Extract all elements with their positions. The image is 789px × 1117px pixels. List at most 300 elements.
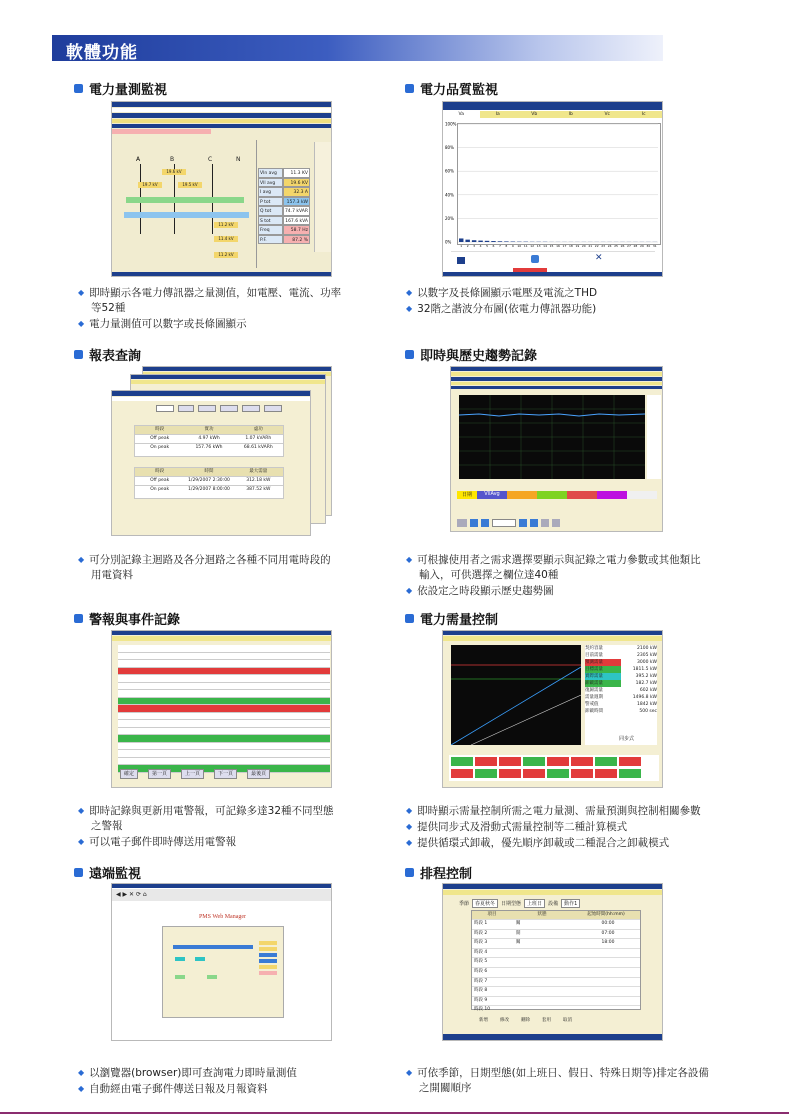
schedule-row[interactable] — [472, 1005, 640, 1015]
table-cell: 1.07 kVARh — [245, 436, 272, 441]
demand-param-label: 目標需量 — [585, 666, 621, 673]
thd-bar — [485, 241, 489, 242]
load-switch[interactable] — [547, 769, 569, 778]
x-tick-label: 3 — [473, 244, 476, 248]
thd-bar — [491, 241, 495, 242]
alarm-row[interactable] — [118, 720, 330, 728]
schedule-item: 時段 6 — [474, 968, 488, 974]
heading-remote: 遠端監視 — [74, 863, 141, 882]
alarm-row[interactable] — [118, 713, 330, 721]
zoom-icon[interactable] — [541, 519, 549, 527]
thd-tabs[interactable] — [443, 111, 662, 118]
x-tick-label: 1 — [460, 244, 463, 248]
table-row — [135, 476, 283, 485]
date-select[interactable] — [156, 405, 174, 412]
screenshot-remote — [111, 883, 332, 1041]
daytype-select[interactable]: 上班日 — [524, 899, 545, 908]
schedule-item: 時段 1 — [474, 921, 488, 926]
screenshot-report — [111, 390, 311, 536]
bullet-square-icon — [405, 350, 414, 359]
table-header-cell: 最大需量 — [249, 469, 268, 474]
table-header — [135, 468, 283, 476]
measure-row — [258, 235, 310, 245]
schedule-time[interactable]: 07:00 — [601, 930, 615, 936]
trend-toolbar — [457, 519, 657, 527]
close-icon[interactable]: ✕ — [595, 253, 603, 263]
nav-button[interactable] — [481, 519, 489, 527]
y-tick-label: 80% — [445, 145, 454, 151]
schedule-time[interactable]: 18:00 — [601, 940, 615, 946]
alarm-nav-button[interactable]: 第一頁 — [148, 769, 171, 779]
schedule-item: 時段 4 — [474, 949, 488, 955]
load-switch[interactable] — [571, 757, 593, 766]
alarm-row[interactable] — [118, 728, 330, 736]
list-item: 之警報 — [91, 820, 123, 832]
x-tick-label: 11 — [523, 244, 528, 248]
x-tick-label: 30 — [646, 244, 651, 248]
demand-param-row — [585, 701, 657, 708]
measure-label: Q tot — [258, 206, 283, 216]
schedule-item: 時段 8 — [474, 988, 488, 994]
demand-param-value: 2100 kW — [637, 646, 657, 651]
demand-param-label: 需量週期 — [585, 694, 621, 701]
schedule-time[interactable] — [576, 949, 640, 958]
bullets-power-measure — [78, 285, 341, 332]
measure-label: Vll avg — [258, 178, 283, 188]
demand-param-row — [585, 666, 657, 673]
load-switch[interactable] — [571, 769, 593, 778]
phase-b-label: B — [170, 156, 175, 163]
demand-param-value: 500 sec — [639, 709, 657, 714]
demand-param-row — [585, 680, 657, 687]
demand-table — [134, 467, 284, 499]
load-switch[interactable] — [475, 769, 497, 778]
measure-row — [258, 168, 310, 178]
schedule-row[interactable] — [472, 957, 640, 967]
heading-schedule: 排程控制 — [405, 863, 472, 882]
thd-tab[interactable]: Ia — [495, 112, 500, 117]
nav-button[interactable] — [519, 519, 527, 527]
demand-param-row — [585, 708, 657, 715]
thd-bar — [498, 241, 502, 242]
demand-param-value: 1496.8 kW — [632, 695, 657, 700]
print-icon[interactable] — [457, 519, 467, 527]
list-item: ◆ 可根據使用者之需求選擇要顯示與記錄之電力參數或其他類比 — [406, 554, 701, 566]
alarm-row[interactable] — [118, 758, 330, 766]
zoom-icon[interactable] — [552, 519, 560, 527]
thd-tab[interactable]: Vb — [531, 112, 538, 117]
alarm-row[interactable] — [118, 698, 330, 706]
x-tick-label: 19 — [575, 244, 580, 248]
schedule-state[interactable] — [514, 997, 576, 1006]
bullet-square-icon — [74, 350, 83, 359]
x-tick-label: 9 — [511, 244, 514, 248]
schedule-state[interactable] — [514, 949, 576, 958]
schedule-state[interactable] — [514, 968, 576, 977]
alarm-row[interactable] — [118, 653, 330, 661]
bullet-square-icon — [74, 868, 83, 877]
schedule-action-button[interactable]: 修改 — [500, 1018, 509, 1023]
thd-bar — [465, 240, 469, 242]
schedule-time[interactable] — [576, 1006, 640, 1015]
schedule-item: 時段 2 — [474, 930, 488, 936]
alarm-row[interactable] — [118, 668, 330, 676]
remote-single-line — [162, 926, 284, 1018]
load-switch[interactable] — [523, 769, 545, 778]
screenshot-power-measure — [111, 101, 332, 277]
x-tick-label: 24 — [607, 244, 612, 248]
demand-param-value: 3000 kW — [637, 660, 657, 665]
x-tick-label: 26 — [620, 244, 625, 248]
alarm-toolbar — [120, 769, 326, 779]
thd-bar — [459, 238, 463, 242]
measure-value: 32.3 A — [283, 187, 310, 197]
schedule-item: 時段 9 — [474, 997, 488, 1003]
schedule-row[interactable] — [472, 948, 640, 958]
alarm-nav-button[interactable]: 最後頁 — [247, 769, 270, 779]
list-item: 之開關順序 — [419, 1082, 472, 1094]
schedule-time[interactable] — [576, 968, 640, 977]
schedule-item: 時段 7 — [474, 978, 488, 984]
thd-bar — [504, 241, 508, 242]
schedule-item: 時段 5 — [474, 959, 488, 965]
table-header — [135, 426, 283, 434]
device-select[interactable]: 動作1 — [561, 899, 580, 908]
x-tick-label: 14 — [543, 244, 548, 248]
load-switch[interactable] — [451, 757, 473, 766]
measure-label: S tot — [258, 216, 283, 226]
schedule-time[interactable] — [576, 987, 640, 996]
schedule-filters — [459, 899, 580, 908]
x-tick-label: 31 — [652, 244, 657, 248]
demand-param-label: 警戒值 — [585, 701, 621, 708]
demand-param-label: 實際需量 — [585, 673, 621, 680]
bullet-square-icon — [405, 84, 414, 93]
demand-param-value: 1811.5 kW — [632, 667, 657, 672]
demand-param-value: 1842 kW — [637, 702, 657, 707]
load-switch[interactable] — [595, 769, 617, 778]
demand-param-label: 卸載需量 — [585, 680, 621, 687]
heading-report: 報表查詢 — [74, 345, 141, 364]
season-label: 季節 — [459, 901, 470, 907]
nav-button[interactable] — [530, 519, 538, 527]
measure-value: 87.2 % — [283, 235, 310, 245]
bullet-square-icon — [405, 614, 414, 623]
x-tick-label: 12 — [530, 244, 535, 248]
date-input[interactable] — [492, 519, 516, 527]
measure-value: 74.7 kVAR — [283, 206, 310, 216]
list-item: ◆ 提供循環式卸載，優先順序卸載或二種混合之卸載模式 — [406, 837, 670, 849]
table-header-cell: 時間 — [204, 469, 214, 474]
schedule-row[interactable] — [472, 996, 640, 1006]
schedule-state[interactable] — [514, 987, 576, 996]
x-tick-label: 22 — [594, 244, 599, 248]
x-tick-label: 8 — [505, 244, 508, 248]
schedule-row[interactable] — [472, 929, 640, 939]
demand-param-row — [585, 694, 657, 701]
list-item: ◆ 可依季節，日期型態(如上班日、假日、特殊日期等)排定各設備 — [406, 1067, 709, 1079]
schedule-row[interactable] — [472, 938, 640, 948]
schedule-state[interactable] — [514, 1006, 576, 1015]
list-item: ◆ 電力量測值可以數字或長條圖顯示 — [78, 318, 247, 330]
x-tick-label: 17 — [562, 244, 567, 248]
screenshot-schedule — [442, 883, 663, 1041]
schedule-state[interactable]: 關 — [516, 921, 521, 926]
table-cell: 4.97 kWh — [198, 436, 220, 441]
table-header-cell: 時段 — [155, 427, 165, 432]
node-value: 19.7 kV — [138, 182, 162, 188]
list-item: ◆ 可分別記錄主迴路及各分迴路之各種不同用電時段的 — [78, 554, 331, 566]
x-tick-label: 21 — [588, 244, 593, 248]
alarm-row[interactable] — [118, 675, 330, 683]
x-tick-label: 18 — [568, 244, 573, 248]
schedule-state[interactable]: 開 — [516, 930, 521, 936]
load-switch[interactable] — [475, 757, 497, 766]
alarm-nav-button[interactable]: 確定 — [120, 769, 138, 779]
list-item: ◆ 即時顯示需量控制所需之電力量測、需量預測與控制相關參數 — [406, 805, 701, 817]
x-tick-label: 29 — [639, 244, 644, 248]
prev-page-button[interactable] — [220, 405, 238, 412]
alarm-row[interactable] — [118, 750, 330, 758]
list-item: ◆ 依設定之時段顯示歷史趨勢圖 — [406, 585, 554, 597]
demand-param-row — [585, 673, 657, 680]
measure-value: 19.6 KV — [283, 178, 310, 188]
measure-value: 11.3 KV — [283, 168, 310, 178]
schedule-state[interactable] — [514, 958, 576, 967]
col-state: 狀態 — [537, 912, 547, 917]
x-tick-label: 4 — [479, 244, 482, 248]
demand-param-label: 目前需量 — [585, 652, 621, 659]
node-value: 19.6 kV — [162, 169, 186, 175]
node-value: 19.5 kV — [178, 182, 202, 188]
bullets-remote — [78, 1065, 297, 1097]
list-item: 輸入，可供選擇之欄位達40種 — [419, 569, 559, 581]
schedule-item: 時段 3 — [474, 940, 488, 946]
x-tick-label: 10 — [517, 244, 522, 248]
bullet-square-icon — [74, 84, 83, 93]
load-switch[interactable] — [523, 757, 545, 766]
list-item: ◆ 以瀏覽器(browser)即可查詢電力即時量測值 — [78, 1067, 297, 1079]
list-item: 用電資料 — [91, 569, 133, 581]
table-header-cell: 實功 — [204, 427, 214, 432]
list-item: ◆ 提供同步式及滑動式需量控制等二種計算模式 — [406, 821, 628, 833]
schedule-time[interactable] — [576, 958, 640, 967]
alarm-row[interactable] — [118, 690, 330, 698]
legend-series: VllAvg — [477, 491, 507, 499]
trend-chart — [459, 395, 645, 479]
load-switch[interactable] — [619, 757, 641, 766]
measure-row — [258, 225, 310, 235]
bullets-power-quality — [406, 285, 597, 317]
list-item: ◆ 以數字及長條圖顯示電壓及電流之THD — [406, 287, 598, 299]
load-switch[interactable] — [619, 769, 641, 778]
measure-row — [258, 206, 310, 216]
thd-bar — [472, 240, 476, 242]
measure-label: I avg — [258, 187, 283, 197]
y-tick-label: 20% — [445, 215, 454, 221]
y-tick-label: 100% — [445, 121, 457, 127]
last-page-button[interactable] — [264, 405, 282, 412]
schedule-actions — [477, 1017, 647, 1025]
daytype-label: 日期型態 — [501, 901, 522, 907]
screenshot-demand — [442, 630, 663, 788]
list-item: ◆ 自動經由電子郵件傳送日報及月報資料 — [78, 1083, 268, 1095]
load-switch[interactable] — [595, 757, 617, 766]
x-tick-label: 27 — [627, 244, 631, 248]
phase-n-label: N — [236, 156, 241, 163]
list-item: ◆ 即時顯示各電力傳訊器之量測值，如電壓、電流、功率 — [78, 287, 342, 299]
x-tick-label: 15 — [549, 244, 554, 248]
alarm-list — [118, 645, 330, 761]
table-cell: 157.76 kWh — [195, 445, 223, 450]
demand-param-value: 395.2 kW — [635, 674, 657, 679]
table-row — [135, 443, 283, 452]
table-header-cell: 時段 — [155, 469, 165, 474]
measure-row — [258, 178, 310, 188]
first-page-button[interactable] — [198, 405, 216, 412]
table-cell: On peak — [150, 445, 170, 450]
demand-mode: 同步式 — [619, 736, 635, 742]
table-cell: On peak — [150, 487, 170, 492]
measure-row — [258, 216, 310, 226]
alarm-row[interactable] — [118, 735, 330, 743]
footer-rule — [0, 1112, 789, 1114]
demand-param-row — [585, 659, 657, 666]
alarm-nav-button[interactable]: 上一頁 — [181, 769, 204, 779]
schedule-state[interactable] — [514, 978, 576, 987]
web-manager-header: PMS Web Manager — [198, 914, 247, 920]
schedule-time[interactable] — [576, 978, 640, 987]
load-switches — [449, 755, 659, 781]
x-tick-label: 2 — [466, 244, 469, 248]
schedule-action-button[interactable]: 新增 — [479, 1018, 488, 1023]
bullets-schedule — [406, 1065, 709, 1096]
demand-param-row — [585, 645, 657, 652]
browser-toolbar-icons[interactable]: ◀ ▶ ✕ ⟳ ⌂ — [116, 891, 147, 898]
thd-tab[interactable]: Vc — [604, 112, 611, 117]
demand-chart — [451, 645, 581, 745]
col-item: 項目 — [487, 912, 497, 917]
section-banner — [52, 35, 663, 61]
table-row — [135, 434, 283, 443]
table-cell: Off peak — [150, 436, 170, 441]
node-value: 11.2 kV — [214, 252, 238, 258]
load-switch[interactable] — [499, 757, 521, 766]
schedule-time[interactable] — [576, 997, 640, 1006]
x-tick-label: 16 — [556, 244, 560, 248]
table-cell: 1/29/2007 8:00:00 — [188, 487, 230, 492]
load-switch[interactable] — [499, 769, 521, 778]
schedule-state[interactable]: 關 — [516, 940, 521, 946]
phase-c-label: C — [208, 156, 213, 163]
measure-row — [258, 187, 310, 197]
schedule-action-button[interactable]: 刪除 — [521, 1018, 530, 1023]
schedule-row[interactable] — [472, 986, 640, 996]
demand-param-value: 602 kW — [639, 688, 657, 693]
screenshot-trend — [450, 366, 663, 532]
measure-label: Vln avg — [258, 168, 283, 178]
schedule-row[interactable] — [472, 919, 640, 929]
thd-tab[interactable]: Ic — [641, 112, 646, 117]
x-tick-label: 23 — [601, 244, 606, 248]
next-page-button[interactable] — [242, 405, 260, 412]
list-item: ◆ 即時記錄與更新用電警報，可記錄多達32種不同型態 — [78, 805, 334, 817]
alarm-row[interactable] — [118, 645, 330, 653]
list-item: 等52種 — [91, 302, 126, 314]
col-time: 起始時間(hh:mm) — [587, 912, 625, 917]
banner-title: 軟體功能 — [66, 43, 138, 63]
demand-param-row — [585, 687, 657, 694]
alarm-nav-button[interactable]: 下一頁 — [214, 769, 237, 779]
thd-tab[interactable]: Ib — [568, 112, 573, 117]
load-switch[interactable] — [451, 769, 473, 778]
list-item: ◆ 可以電子郵件即時傳送用電警報 — [78, 836, 237, 848]
table-cell: 1/29/2007 2:30:00 — [188, 478, 230, 483]
schedule-action-button[interactable]: 套用 — [542, 1018, 551, 1023]
x-tick-label: 20 — [581, 244, 586, 248]
schedule-time[interactable]: 00:00 — [601, 921, 615, 926]
demand-param-label: 復歸需量 — [585, 687, 621, 694]
alarm-row[interactable] — [118, 660, 330, 668]
list-item: ◆ 32階之諧波分布圖(依電力傳訊器功能) — [406, 303, 597, 315]
alarm-row[interactable] — [118, 743, 330, 751]
bar-chart-icon[interactable] — [457, 257, 465, 264]
thd-bar — [478, 241, 482, 242]
x-tick-label: 13 — [536, 244, 541, 248]
schedule-item: 時段 10 — [474, 1007, 491, 1013]
x-tick-label: 7 — [498, 244, 501, 248]
heading-alarm: 警報與事件記錄 — [74, 609, 180, 628]
measure-label: P.F. — [258, 235, 283, 245]
measure-table — [258, 168, 310, 252]
record-icon[interactable] — [531, 255, 539, 263]
schedule-action-button[interactable]: 取消 — [563, 1018, 572, 1023]
demand-param-row — [585, 652, 657, 659]
alarm-row[interactable] — [118, 705, 330, 713]
x-tick-label: 28 — [633, 244, 638, 248]
y-tick-label: 0% — [445, 239, 452, 245]
y-tick-label: 60% — [445, 168, 454, 174]
schedule-table — [471, 910, 641, 1013]
x-tick-label: 6 — [492, 244, 495, 248]
nav-button[interactable] — [470, 519, 478, 527]
screenshot-alarm — [111, 630, 332, 788]
table-row — [135, 485, 283, 494]
alarm-row[interactable] — [118, 683, 330, 691]
demand-param-label: 契約容量 — [585, 645, 621, 652]
query-button[interactable] — [178, 405, 194, 412]
table-cell: 68.61 kVARh — [243, 445, 273, 450]
load-switch[interactable] — [547, 757, 569, 766]
node-value: 11.4 kV — [214, 236, 238, 242]
demand-param-value: 182.7 kW — [635, 681, 657, 686]
node-value: 11.2 kV — [214, 222, 238, 228]
schedule-row[interactable] — [472, 967, 640, 977]
heading-demand: 電力需量控制 — [405, 609, 498, 628]
bullets-report — [78, 552, 331, 583]
schedule-row[interactable] — [472, 977, 640, 987]
demand-param-label: 卸載時間 — [585, 708, 621, 715]
season-select[interactable]: 春夏秋冬 — [472, 899, 498, 908]
heading-power-quality: 電力品質監視 — [405, 79, 498, 98]
table-cell: 387.52 kW — [246, 487, 271, 492]
thd-tab[interactable]: Va — [443, 111, 480, 118]
demand-param-value: 2305 kW — [637, 653, 657, 658]
x-tick-label: 5 — [486, 244, 488, 248]
screenshot-power-quality — [442, 101, 663, 277]
y-tick-label: 40% — [445, 192, 454, 198]
table-header-cell: 虛功 — [253, 427, 263, 432]
